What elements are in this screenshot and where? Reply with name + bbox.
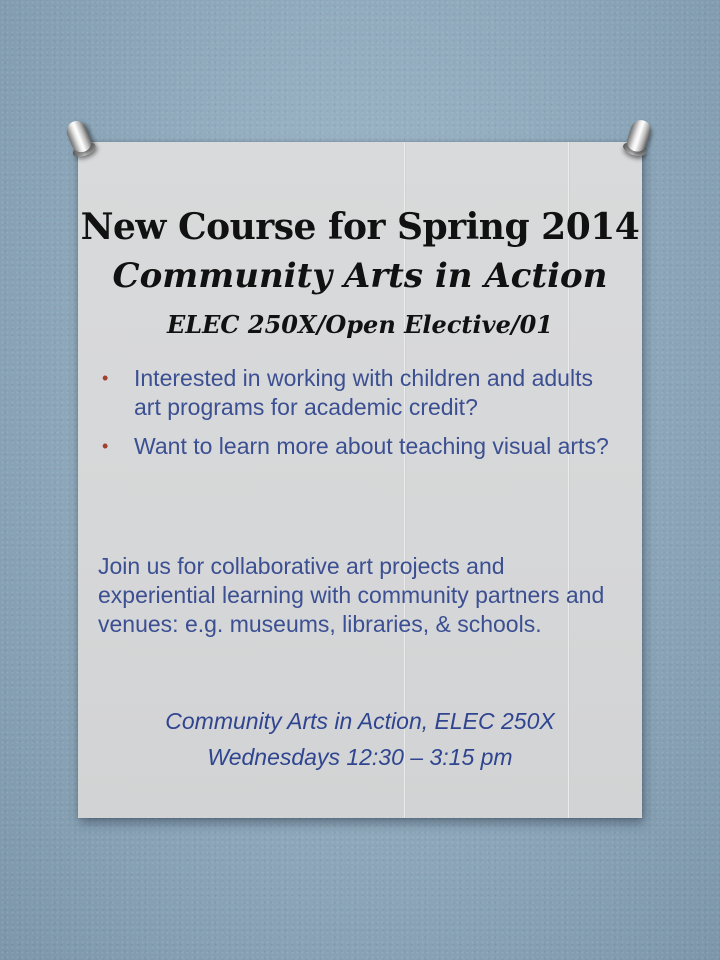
list-item-text: Interested in working with children and adults art programs for academic credit? [134, 365, 593, 420]
list-item [98, 432, 618, 461]
bullet-dot-icon: • [102, 436, 109, 456]
course-schedule: Wednesdays 12:30 – 3:15 pm [207, 744, 513, 770]
bullet-dot-icon: • [102, 368, 109, 388]
posted-flyer [78, 142, 642, 818]
thumbtack-icon [621, 117, 657, 161]
course-name: Community Arts in Action [112, 256, 608, 296]
course-summary: Community Arts in Action, ELEC 250X [165, 708, 555, 734]
invitation-paragraph: Join us for collaborative art projects and experiential learning with community partners and venues: e.g. museums, libraries, & schools. [98, 553, 605, 637]
course-announcement-title: New Course for Spring 2014 [80, 206, 640, 248]
list-item [98, 364, 618, 422]
question-list [98, 364, 618, 471]
list-item-text: Want to learn more about teaching visual arts? [134, 433, 609, 459]
course-code: ELEC 250X/Open Elective/01 [166, 310, 554, 339]
